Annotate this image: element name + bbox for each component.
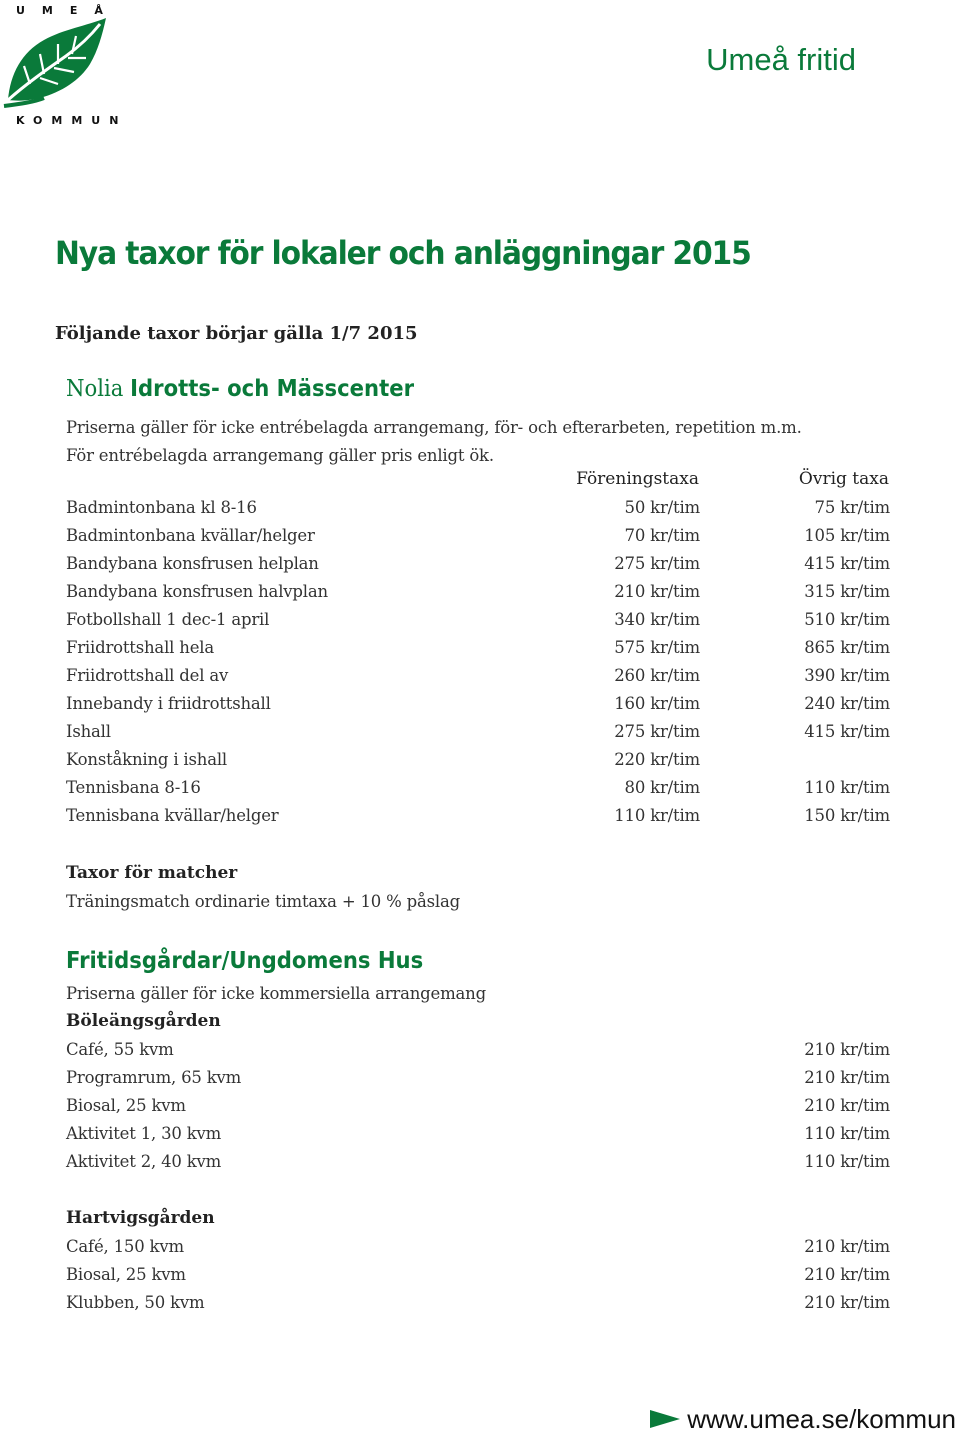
table-row — [66, 498, 890, 526]
row-name: Bandybana konsfrusen helplan — [66, 554, 319, 573]
room-price: 210 kr/tim — [804, 1068, 890, 1087]
leaf-icon — [0, 14, 112, 114]
room-price: 210 kr/tim — [804, 1237, 890, 1256]
row-foreningstaxa: 70 kr/tim — [624, 526, 700, 545]
row-foreningstaxa: 220 kr/tim — [614, 750, 700, 769]
room-price: 210 kr/tim — [804, 1293, 890, 1312]
room-name: Aktivitet 1, 30 kvm — [66, 1124, 222, 1143]
list-item — [66, 1096, 890, 1124]
room-name: Biosal, 25 kvm — [66, 1265, 186, 1284]
table-row — [66, 806, 890, 834]
row-foreningstaxa: 80 kr/tim — [624, 778, 700, 797]
row-name: Tennisbana kvällar/helger — [66, 806, 279, 825]
matches-heading: Taxor för matcher — [66, 863, 238, 883]
row-ovrig-taxa: 390 kr/tim — [804, 666, 890, 685]
row-name: Friidrottshall hela — [66, 638, 214, 657]
website-link[interactable]: www.umea.se/kommun — [687, 1404, 956, 1434]
room-name: Café, 150 kvm — [66, 1237, 184, 1256]
row-foreningstaxa: 50 kr/tim — [624, 498, 700, 517]
row-ovrig-taxa: 110 kr/tim — [804, 778, 890, 797]
logo-bottom-text: KOMMUN — [16, 114, 128, 127]
column-header-foreningstaxa: Föreningstaxa — [576, 469, 699, 489]
row-foreningstaxa: 110 kr/tim — [614, 806, 700, 825]
row-ovrig-taxa: 415 kr/tim — [804, 554, 890, 573]
row-ovrig-taxa: 240 kr/tim — [804, 694, 890, 713]
row-ovrig-taxa: 150 kr/tim — [804, 806, 890, 825]
table-row — [66, 778, 890, 806]
table-row — [66, 582, 890, 610]
column-header-ovrig-taxa: Övrig taxa — [798, 469, 889, 489]
list-item — [66, 1265, 890, 1293]
nolia-heading — [66, 376, 414, 402]
row-foreningstaxa: 160 kr/tim — [614, 694, 700, 713]
room-price: 110 kr/tim — [804, 1152, 890, 1171]
row-ovrig-taxa: 75 kr/tim — [814, 498, 890, 517]
page-title: Nya taxor för lokaler och anläggningar 2015 — [55, 234, 751, 272]
nolia-note-2: För entrébelagda arrangemang gäller pris enligt ök. — [66, 446, 494, 465]
list-item — [66, 1237, 890, 1265]
row-name: Tennisbana 8-16 — [66, 778, 201, 797]
list-item — [66, 1040, 890, 1068]
table-row — [66, 610, 890, 638]
row-foreningstaxa: 340 kr/tim — [614, 610, 700, 629]
fritid-note: Priserna gäller för icke kommersiella arrangemang — [66, 984, 486, 1003]
row-ovrig-taxa: 315 kr/tim — [804, 582, 890, 601]
nolia-heading-prefix: Nolia — [66, 376, 124, 402]
room-name: Biosal, 25 kvm — [66, 1096, 186, 1115]
list-item — [66, 1293, 890, 1321]
fritid-heading: Fritidsgårdar/Ungdomens Hus — [66, 948, 424, 974]
logo-top-text: UMEÅ — [16, 4, 120, 17]
room-price: 210 kr/tim — [804, 1265, 890, 1284]
row-name: Konståkning i ishall — [66, 750, 228, 769]
row-foreningstaxa: 210 kr/tim — [614, 582, 700, 601]
row-ovrig-taxa: 415 kr/tim — [804, 722, 890, 741]
table-row — [66, 666, 890, 694]
nolia-heading-rest: Idrotts- och Mässcenter — [130, 376, 415, 402]
nolia-note-1: Priserna gäller för icke entrébelagda arrangemang, för- och efterarbeten, repetition m.m. — [66, 418, 802, 437]
hartvig-heading: Hartvigsgården — [66, 1208, 215, 1228]
row-ovrig-taxa: 105 kr/tim — [804, 526, 890, 545]
umea-kommun-logo — [0, 0, 128, 132]
list-item — [66, 1152, 890, 1180]
row-name: Friidrottshall del av — [66, 666, 229, 685]
table-row — [66, 526, 890, 554]
room-name: Aktivitet 2, 40 kvm — [66, 1152, 222, 1171]
table-row — [66, 554, 890, 582]
row-foreningstaxa: 275 kr/tim — [614, 554, 700, 573]
table-row — [66, 638, 890, 666]
room-price: 210 kr/tim — [804, 1096, 890, 1115]
matches-text: Träningsmatch ordinarie timtaxa + 10 % påslag — [66, 892, 461, 911]
row-name: Ishall — [66, 722, 111, 741]
list-item — [66, 1124, 890, 1152]
room-name: Klubben, 50 kvm — [66, 1293, 205, 1312]
room-name: Programrum, 65 kvm — [66, 1068, 242, 1087]
row-ovrig-taxa: 865 kr/tim — [804, 638, 890, 657]
row-foreningstaxa: 275 kr/tim — [614, 722, 700, 741]
arrow-right-icon — [650, 1410, 680, 1428]
list-item — [66, 1068, 890, 1096]
row-foreningstaxa: 575 kr/tim — [614, 638, 700, 657]
bolea-heading: Böleängsgården — [66, 1011, 221, 1031]
row-name: Badmintonbana kl 8-16 — [66, 498, 257, 517]
row-foreningstaxa: 260 kr/tim — [614, 666, 700, 685]
row-name: Bandybana konsfrusen halvplan — [66, 582, 328, 601]
row-ovrig-taxa: 510 kr/tim — [804, 610, 890, 629]
intro-text: Följande taxor börjar gälla 1/7 2015 — [55, 323, 418, 344]
table-row — [66, 750, 890, 778]
room-price: 210 kr/tim — [804, 1040, 890, 1059]
row-name: Badmintonbana kvällar/helger — [66, 526, 315, 545]
brand-name: Umeå fritid — [706, 42, 856, 77]
room-price: 110 kr/tim — [804, 1124, 890, 1143]
table-row — [66, 694, 890, 722]
row-name: Fotbollshall 1 dec-1 april — [66, 610, 270, 629]
room-name: Café, 55 kvm — [66, 1040, 174, 1059]
table-row — [66, 722, 890, 750]
row-name: Innebandy i friidrottshall — [66, 694, 271, 713]
